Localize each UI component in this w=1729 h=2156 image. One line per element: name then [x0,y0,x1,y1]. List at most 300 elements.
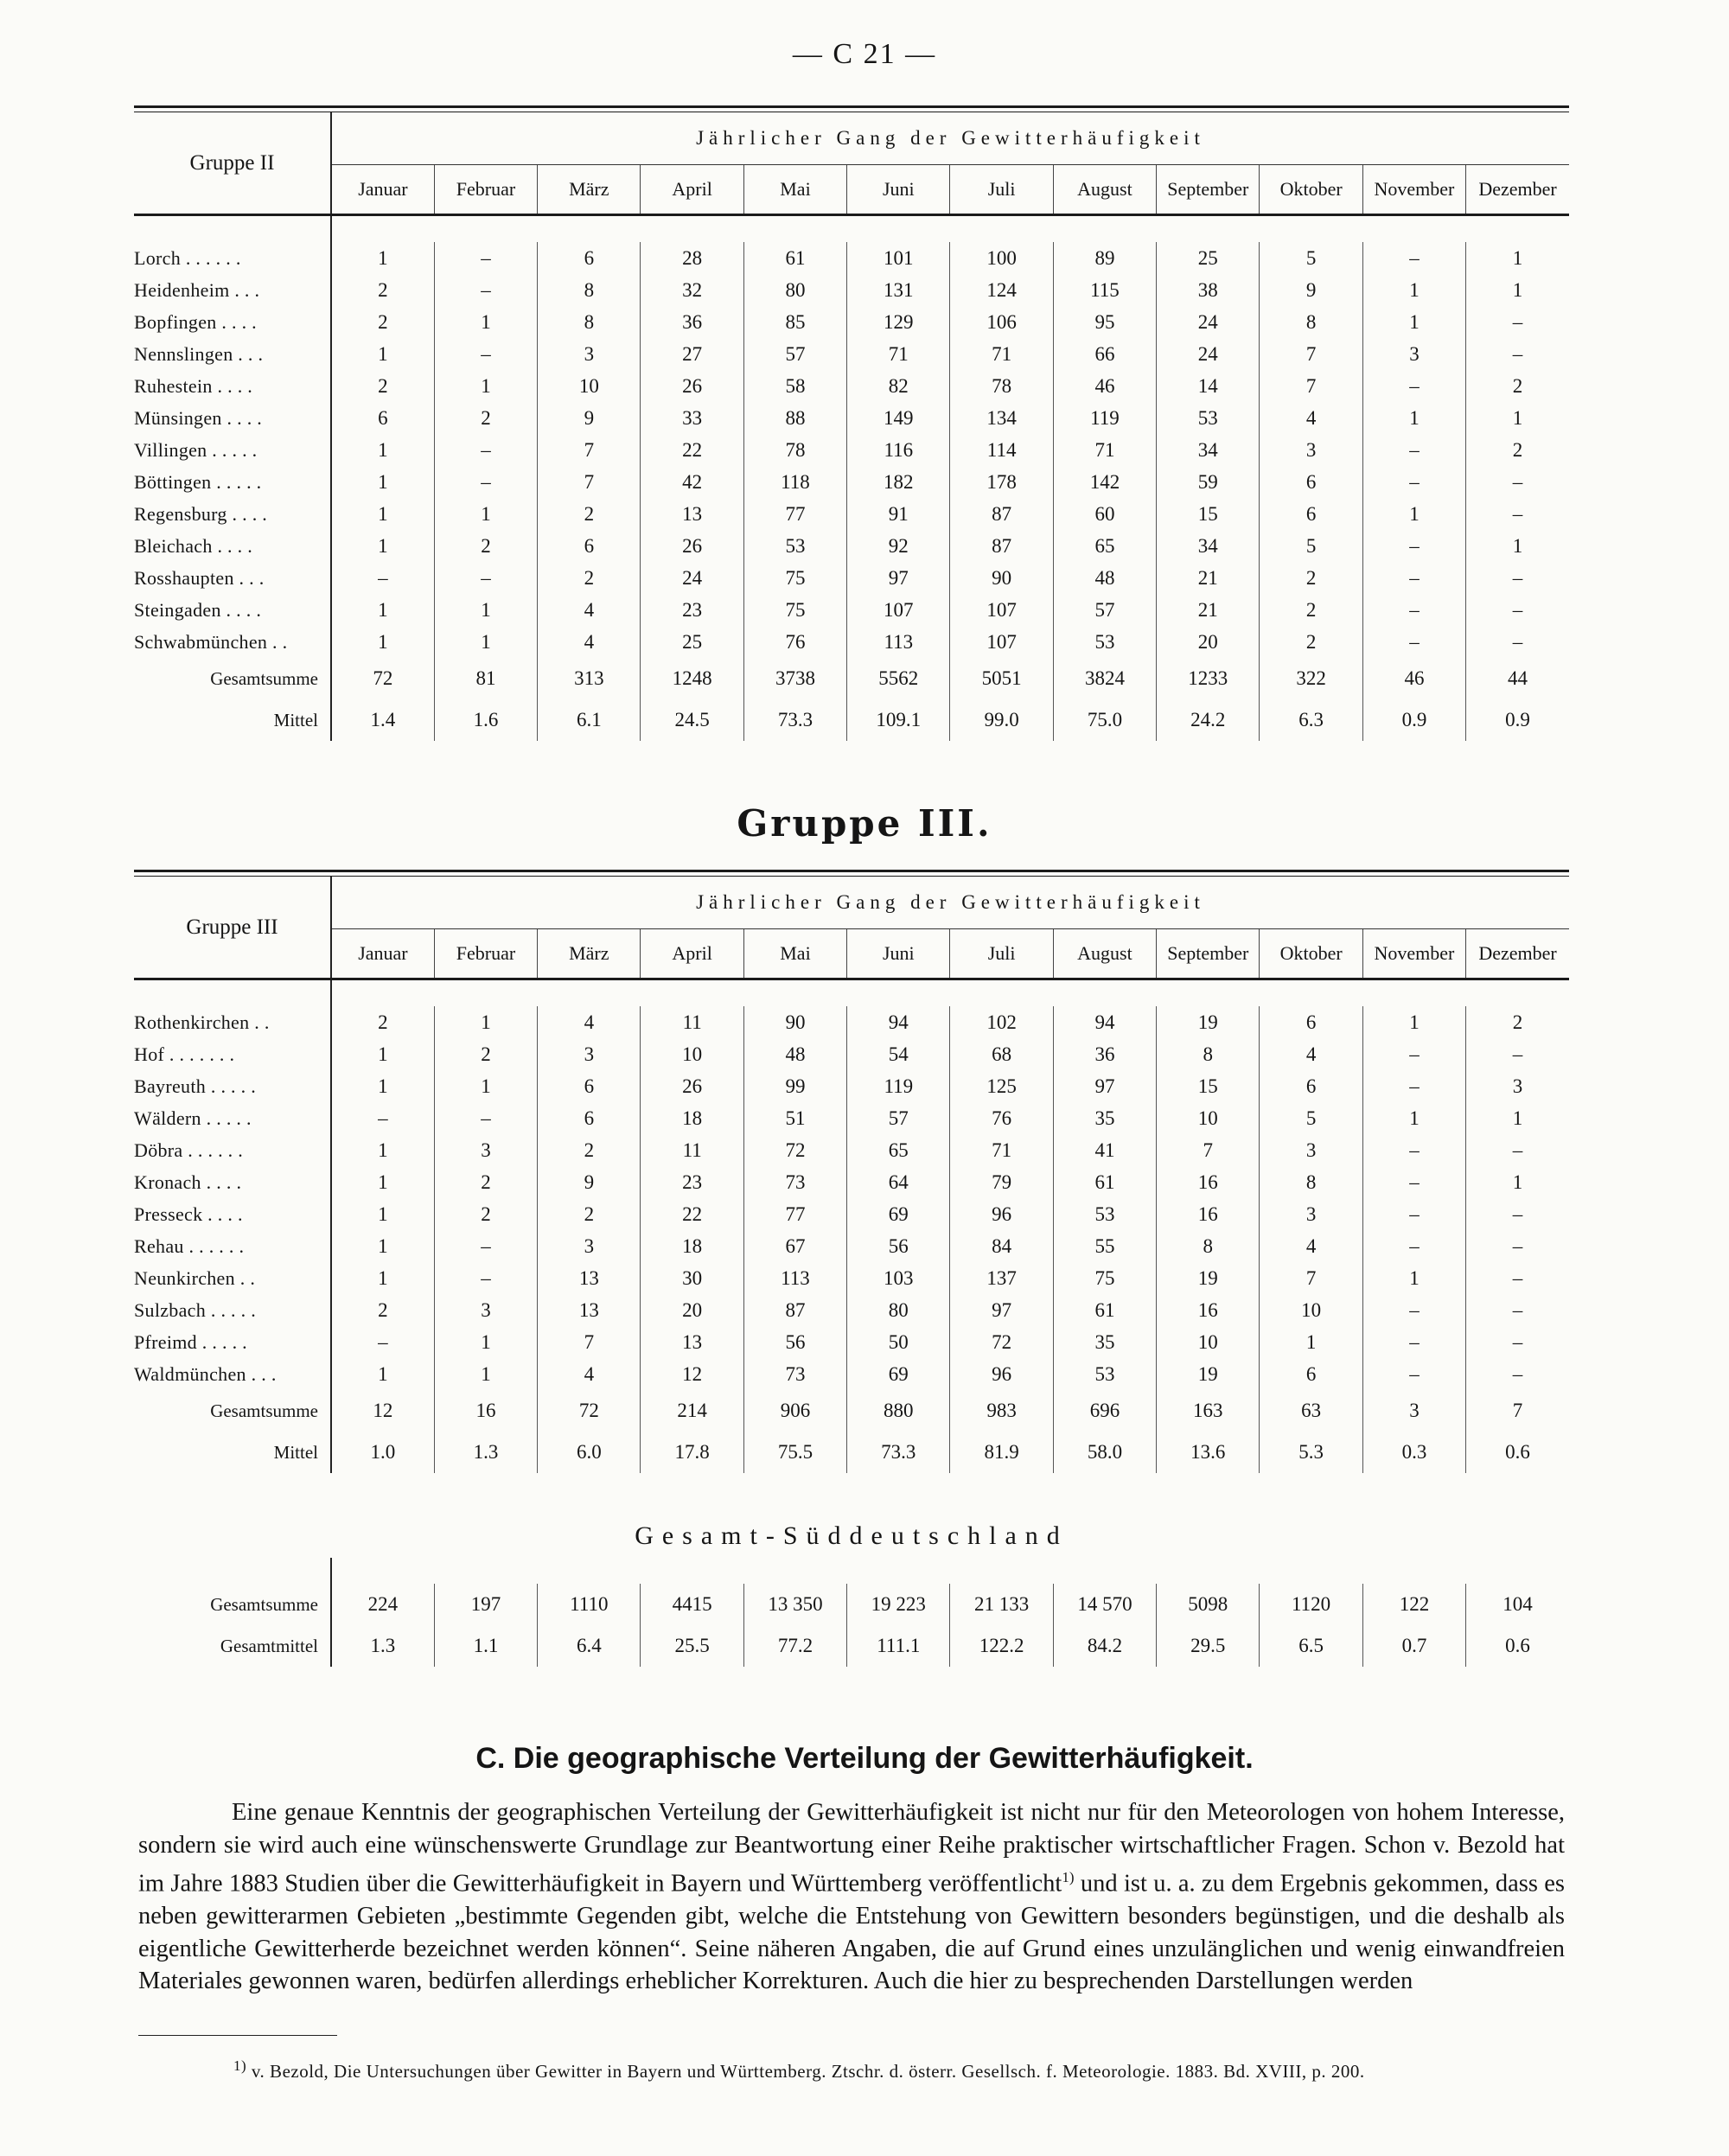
station-name: Sulzbach . . . . . [134,1294,331,1326]
value-cell: 125 [950,1070,1053,1102]
table-top-rule [134,870,1569,877]
station-name: Rehau . . . . . . [134,1230,331,1262]
value-cell: – [1466,306,1569,338]
value-cell: 8 [1157,1038,1260,1070]
station-name: Rosshaupten . . . [134,562,331,594]
month-header-9: September [1157,929,1260,979]
station-row [134,1294,1569,1326]
station-name: Bayreuth . . . . . [134,1070,331,1102]
value-cell: 35 [1053,1102,1156,1134]
value-cell: 114 [950,434,1053,466]
month-header-3: März [538,165,641,214]
value-cell: 82 [847,370,950,402]
station-name: Nennslingen . . . [134,338,331,370]
station-name: Lorch . . . . . . [134,242,331,274]
station-name: Villingen . . . . . [134,434,331,466]
value-cell: 2 [331,274,434,306]
value-cell: 25 [1157,242,1260,274]
value-cell: 6 [331,402,434,434]
mean-value: 5.3 [1260,1432,1362,1473]
value-cell: 3 [1362,338,1465,370]
value-cell: 38 [1157,274,1260,306]
sum-value: 1110 [538,1584,641,1625]
station-row [134,242,1569,274]
value-cell: 1 [434,306,537,338]
value-cell: 33 [641,402,743,434]
sum-value: 13 350 [743,1584,846,1625]
value-cell: 9 [538,402,641,434]
month-header-4: April [641,929,743,979]
value-cell: 11 [641,1134,743,1166]
value-cell: 19 [1157,1262,1260,1294]
station-name: Kronach . . . . [134,1166,331,1198]
value-cell: 2 [1260,562,1362,594]
sum-value: 5562 [847,658,950,699]
mean-value: 99.0 [950,699,1053,741]
value-cell: – [1466,1326,1569,1358]
value-cell: 26 [641,1070,743,1102]
value-cell: – [1362,1294,1465,1326]
month-header-7: Juli [950,165,1053,214]
value-cell: 90 [950,562,1053,594]
station-name: Schwabmünchen . . [134,626,331,658]
value-cell: – [1466,466,1569,498]
value-cell: 4 [1260,1230,1362,1262]
value-cell: 7 [538,466,641,498]
value-cell: 100 [950,242,1053,274]
value-cell: 22 [641,434,743,466]
sum-value: 906 [743,1390,846,1432]
sum-value: 322 [1260,658,1362,699]
value-cell: 7 [538,434,641,466]
value-cell: 97 [1053,1070,1156,1102]
sum-value: 163 [1157,1390,1260,1432]
value-cell: 15 [1157,498,1260,530]
value-cell: 27 [641,338,743,370]
value-cell: 71 [950,338,1053,370]
station-row [134,370,1569,402]
sum-value: 122 [1362,1584,1465,1625]
total-mean-row [134,1625,1569,1667]
mean-value: 25.5 [641,1625,743,1667]
station-row [134,1134,1569,1166]
value-cell: 1 [331,434,434,466]
sum-value: 7 [1466,1390,1569,1432]
value-cell: 21 [1157,594,1260,626]
value-cell: – [1362,626,1465,658]
value-cell: 124 [950,274,1053,306]
station-name: Ruhestein . . . . [134,370,331,402]
value-cell: 16 [1157,1198,1260,1230]
value-cell: 1 [1362,498,1465,530]
value-cell: 4 [1260,1038,1362,1070]
value-cell: – [434,1102,537,1134]
mean-value: 1.6 [434,699,537,741]
value-cell: 1 [331,626,434,658]
value-cell: – [1466,594,1569,626]
value-cell: – [1466,562,1569,594]
sum-value: 224 [331,1584,434,1625]
value-cell: 77 [743,498,846,530]
value-cell: 3 [538,338,641,370]
value-cell: 34 [1157,434,1260,466]
month-header-row [134,929,1569,979]
value-cell: 4 [538,626,641,658]
group-label: Gruppe III [134,877,331,978]
sum-value: 696 [1053,1390,1156,1432]
value-cell: 119 [1053,402,1156,434]
value-cell: 1 [331,1166,434,1198]
value-cell: – [434,338,537,370]
value-cell: 3 [1260,1198,1362,1230]
value-cell: 2 [331,1294,434,1326]
value-cell: 76 [743,626,846,658]
value-cell: 2 [1466,1006,1569,1038]
value-cell: 1 [434,1358,537,1390]
total-sum-row [134,1584,1569,1625]
value-cell: – [434,1230,537,1262]
value-cell: 8 [538,306,641,338]
value-cell: 8 [1260,1166,1362,1198]
value-cell: 54 [847,1038,950,1070]
value-cell: 20 [641,1294,743,1326]
value-cell: 115 [1053,274,1156,306]
value-cell: 129 [847,306,950,338]
station-name: Rothenkirchen . . [134,1006,331,1038]
value-cell: 94 [847,1006,950,1038]
value-cell: 11 [641,1006,743,1038]
mean-value: 6.4 [538,1625,641,1667]
value-cell: 36 [1053,1038,1156,1070]
value-cell: 3 [1260,434,1362,466]
value-cell: 10 [1157,1326,1260,1358]
station-name: Heidenheim . . . [134,274,331,306]
station-row [134,498,1569,530]
value-cell: 10 [641,1038,743,1070]
station-name: Waldmünchen . . . [134,1358,331,1390]
sum-value: 5051 [950,658,1053,699]
value-cell: 53 [1053,626,1156,658]
value-cell: 10 [538,370,641,402]
mean-value: 1.1 [434,1625,537,1667]
value-cell: 28 [641,242,743,274]
mean-value: 6.5 [1260,1625,1362,1667]
mean-row [134,699,1569,741]
month-header-10: Oktober [1260,165,1362,214]
value-cell: 182 [847,466,950,498]
month-header-12: Dezember [1466,929,1569,979]
value-cell: 1 [1466,1166,1569,1198]
mean-value: 58.0 [1053,1432,1156,1473]
sum-value: 21 133 [950,1584,1053,1625]
value-cell: 12 [641,1358,743,1390]
month-header-10: Oktober [1260,929,1362,979]
body-text-part1: Eine genaue Kenntnis der geographischen Verteilung der Gewitterhäufigkeit ist nicht nur für den Meteorologen von hohem Interesse, sondern sie wird auch eine wünschenswerte Grundlage zur Beantwortung einer Reihe praktischer wirtschaftlicher Fragen. Schon v. Bezold hat im Jahre 1883 Studien über die Gewitterhäufigkeit in Bayern und Württemberg veröffentlicht [138,1799,1565,1898]
value-cell: 2 [331,306,434,338]
mean-value: 84.2 [1053,1625,1156,1667]
value-cell: 61 [743,242,846,274]
sum-value: 14 570 [1053,1584,1156,1625]
value-cell: – [1466,1198,1569,1230]
station-name: Döbra . . . . . . [134,1134,331,1166]
value-cell: 94 [1053,1006,1156,1038]
sum-value: 313 [538,658,641,699]
value-cell: 32 [641,274,743,306]
value-cell: 1 [1362,402,1465,434]
value-cell: – [434,562,537,594]
month-header-2: Februar [434,929,537,979]
value-cell: 1 [1260,1326,1362,1358]
value-cell: 2 [1260,594,1362,626]
station-row [134,1358,1569,1390]
value-cell: – [434,1262,537,1294]
station-row [134,1006,1569,1038]
value-cell: 69 [847,1358,950,1390]
value-cell: 7 [1260,370,1362,402]
value-cell: 24 [1157,338,1260,370]
group3-table [134,870,1569,1473]
body-paragraph [138,1796,1565,1998]
value-cell: 87 [950,530,1053,562]
value-cell: – [1466,1038,1569,1070]
value-cell: 58 [743,370,846,402]
value-cell: 16 [1157,1294,1260,1326]
value-cell: – [1466,1230,1569,1262]
value-cell: 61 [1053,1294,1156,1326]
sum-label: Gesamtsumme [134,1390,331,1432]
sum-value: 1248 [641,658,743,699]
value-cell: 87 [743,1294,846,1326]
value-cell: – [1362,594,1465,626]
value-cell: 1 [1362,1262,1465,1294]
mean-row [134,1432,1569,1473]
value-cell: – [1466,338,1569,370]
value-cell: 1 [331,242,434,274]
value-cell: 101 [847,242,950,274]
value-cell: 3 [434,1134,537,1166]
value-cell: 71 [1053,434,1156,466]
value-cell: 78 [743,434,846,466]
value-cell: 78 [950,370,1053,402]
value-cell: – [1466,1262,1569,1294]
value-cell: – [1466,1134,1569,1166]
value-cell: 10 [1260,1294,1362,1326]
value-cell: 107 [950,594,1053,626]
value-cell: – [434,434,537,466]
mean-value: 0.6 [1466,1432,1569,1473]
sum-value: 3738 [743,658,846,699]
month-header-11: November [1362,929,1465,979]
station-row [134,1070,1569,1102]
mean-value: 111.1 [847,1625,950,1667]
value-cell: 1 [434,370,537,402]
value-cell: 5 [1260,530,1362,562]
station-row [134,1230,1569,1262]
value-cell: – [1362,466,1465,498]
value-cell: 1 [331,1134,434,1166]
value-cell: 142 [1053,466,1156,498]
sum-value: 4415 [641,1584,743,1625]
value-cell: 79 [950,1166,1053,1198]
value-cell: 8 [1260,306,1362,338]
mean-value: 29.5 [1157,1625,1260,1667]
station-row [134,562,1569,594]
value-cell: – [1362,1070,1465,1102]
mean-value: 75.0 [1053,699,1156,741]
station-name: Neunkirchen . . [134,1262,331,1294]
value-cell: 1 [331,1038,434,1070]
value-cell: 2 [1260,626,1362,658]
mean-value: 0.7 [1362,1625,1465,1667]
value-cell: 80 [847,1294,950,1326]
station-row [134,338,1569,370]
value-cell: 6 [538,1102,641,1134]
value-cell: 2 [538,498,641,530]
sum-value: 1120 [1260,1584,1362,1625]
value-cell: – [434,466,537,498]
mean-value: 13.6 [1157,1432,1260,1473]
value-cell: 72 [743,1134,846,1166]
value-cell: 118 [743,466,846,498]
group3-heading: Gruppe III. [737,802,992,845]
footnote [233,2057,1565,2083]
value-cell: 76 [950,1102,1053,1134]
mean-value: 1.4 [331,699,434,741]
value-cell: 13 [641,1326,743,1358]
mean-value: 17.8 [641,1432,743,1473]
value-cell: 6 [1260,466,1362,498]
value-cell: 68 [950,1038,1053,1070]
value-cell: – [1362,1230,1465,1262]
month-header-4: April [641,165,743,214]
sum-label: Gesamtsumme [134,1584,331,1625]
value-cell: 1 [1362,1006,1465,1038]
mean-value: 6.0 [538,1432,641,1473]
mean-value: 122.2 [950,1625,1053,1667]
value-cell: 113 [743,1262,846,1294]
value-cell: 102 [950,1006,1053,1038]
value-cell: 1 [434,498,537,530]
value-cell: 57 [743,338,846,370]
value-cell: 6 [1260,1006,1362,1038]
value-cell: 1 [434,1326,537,1358]
value-cell: – [1466,498,1569,530]
value-cell: 134 [950,402,1053,434]
value-cell: 20 [1157,626,1260,658]
station-row [134,1326,1569,1358]
value-cell: 113 [847,626,950,658]
value-cell: 51 [743,1102,846,1134]
value-cell: 48 [1053,562,1156,594]
value-cell: 50 [847,1326,950,1358]
month-header-5: Mai [743,929,846,979]
value-cell: – [1362,242,1465,274]
page-number: — C 21 — [792,38,937,70]
sum-value: 3 [1362,1390,1465,1432]
footnote-text: v. Bezold, Die Untersuchungen über Gewitter in Bayern und Württemberg. Ztschr. d. österr. Gesellsch. f. Meteorologie. 1883. Bd. XVIII, p. 200. [246,2061,1365,2082]
month-header-5: Mai [743,165,846,214]
value-cell: – [331,1102,434,1134]
value-cell: 1 [1466,1102,1569,1134]
value-cell: – [1362,530,1465,562]
table-super-header: Jährlicher Gang der Gewitterhäufigkeit [331,112,1569,165]
value-cell: 21 [1157,562,1260,594]
value-cell: 26 [641,370,743,402]
value-cell: 1 [434,1070,537,1102]
value-cell: 19 [1157,1006,1260,1038]
value-cell: 2 [434,530,537,562]
value-cell: 22 [641,1198,743,1230]
station-row [134,402,1569,434]
value-cell: 72 [950,1326,1053,1358]
value-cell: 1 [331,338,434,370]
station-row [134,1198,1569,1230]
station-row [134,306,1569,338]
month-header-8: August [1053,165,1156,214]
value-cell: 1 [331,594,434,626]
value-cell: 178 [950,466,1053,498]
value-cell: 4 [538,594,641,626]
value-cell: 64 [847,1166,950,1198]
sum-value: 63 [1260,1390,1362,1432]
value-cell: 2 [434,1198,537,1230]
value-cell: 8 [538,274,641,306]
value-cell: 23 [641,1166,743,1198]
value-cell: 97 [950,1294,1053,1326]
value-cell: 96 [950,1198,1053,1230]
value-cell: 13 [538,1294,641,1326]
value-cell: 1 [1362,306,1465,338]
value-cell: – [1466,626,1569,658]
value-cell: 6 [1260,498,1362,530]
value-cell: 75 [1053,1262,1156,1294]
value-cell: 2 [331,1006,434,1038]
station-name: Bleichach . . . . [134,530,331,562]
value-cell: 119 [847,1070,950,1102]
value-cell: 75 [743,562,846,594]
month-header-row [134,165,1569,214]
station-row [134,626,1569,658]
footnote-marker: 1) [233,2057,247,2074]
value-cell: 1 [1466,274,1569,306]
station-name: Wäldern . . . . . [134,1102,331,1134]
value-cell: – [1362,562,1465,594]
value-cell: 6 [1260,1070,1362,1102]
value-cell: 24 [641,562,743,594]
value-cell: 84 [950,1230,1053,1262]
value-cell: 34 [1157,530,1260,562]
value-cell: 7 [1260,1262,1362,1294]
value-cell: 19 [1157,1358,1260,1390]
station-row [134,1166,1569,1198]
value-cell: 71 [847,338,950,370]
value-cell: 2 [538,1134,641,1166]
station-name: Pfreimd . . . . . [134,1326,331,1358]
value-cell: 4 [1260,402,1362,434]
value-cell: 60 [1053,498,1156,530]
station-name: Hof . . . . . . . [134,1038,331,1070]
sum-value: 72 [538,1390,641,1432]
value-cell: – [1362,1358,1465,1390]
value-cell: 2 [1466,370,1569,402]
station-name: Münsingen . . . . [134,402,331,434]
total-sum-row [134,1390,1569,1432]
value-cell: 26 [641,530,743,562]
sum-value: 3824 [1053,658,1156,699]
sum-value: 44 [1466,658,1569,699]
value-cell: 25 [641,626,743,658]
value-cell: 131 [847,274,950,306]
